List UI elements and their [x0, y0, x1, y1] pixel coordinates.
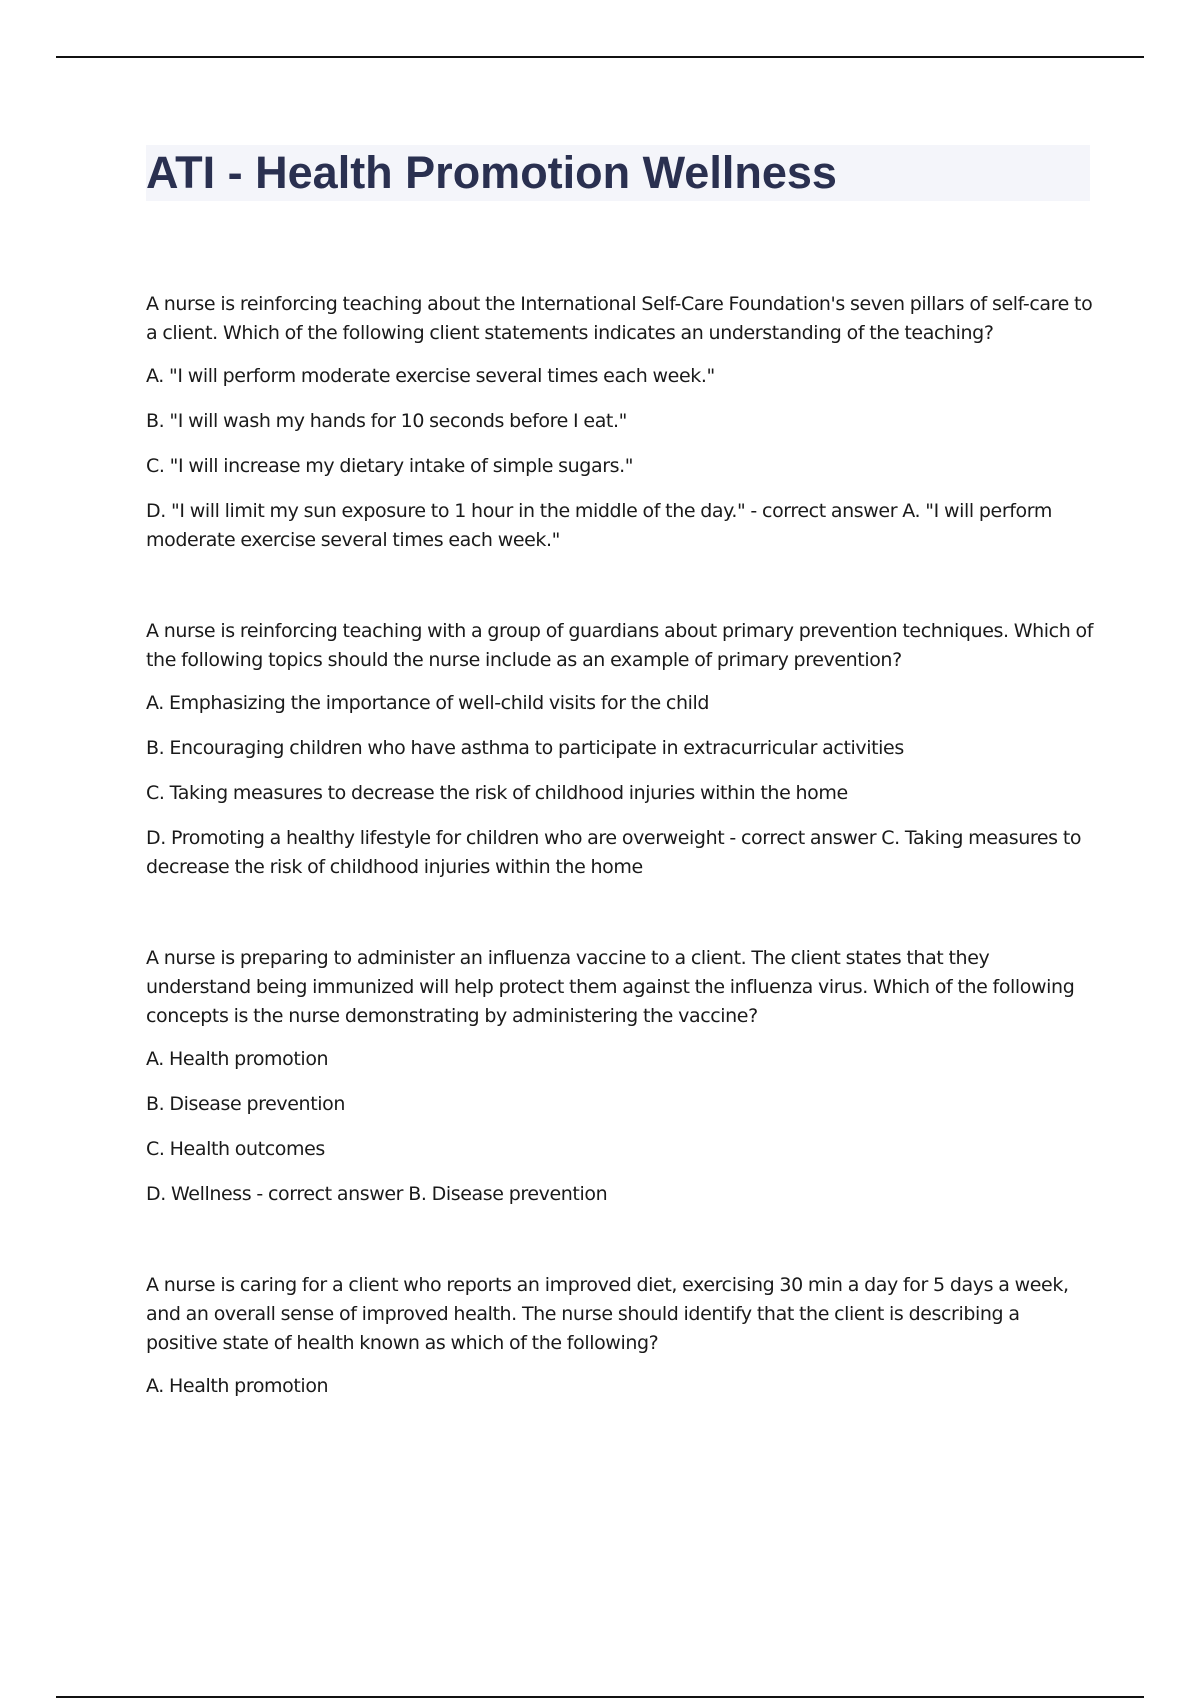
- question-stem: A nurse is reinforcing teaching about the International Self-Care Foundation's seven pillars of self-care to a client. Which of the following client statements indicates an understanding of the teaching?: [146, 293, 1093, 344]
- answer-option-b: B. Encouraging children who have asthma to participate in extracurricular activities: [146, 737, 904, 759]
- document-title: ATI - Health Promotion Wellness: [146, 147, 837, 198]
- answer-option-b: B. Disease prevention: [146, 1093, 345, 1115]
- bottom-rule: [56, 1696, 1144, 1698]
- answer-option-a: A. Emphasizing the importance of well-child visits for the child: [146, 692, 710, 714]
- answer-option-c: C. "I will increase my dietary intake of simple sugars.": [146, 455, 634, 477]
- question-2: [146, 617, 1096, 882]
- answer-option-a: A. Health promotion: [146, 1375, 329, 1397]
- question-list: [146, 290, 1096, 1463]
- answer-option-a: A. "I will perform moderate exercise several times each week.": [146, 365, 715, 387]
- question-stem: A nurse is reinforcing teaching with a group of guardians about primary prevention techniques. Which of the following topics should the nurse include as an example of primary prevention?: [146, 620, 1094, 671]
- answer-option-d: D. Promoting a healthy lifestyle for children who are overweight - correct answer C. Taking measures to decrease the risk of childhood injuries within the home: [146, 827, 1082, 878]
- answer-option-c: C. Health outcomes: [146, 1138, 325, 1160]
- answer-option-d: D. "I will limit my sun exposure to 1 hour in the middle of the day." - correct answer A. "I will perform moderate exercise several times each week.": [146, 500, 1052, 551]
- answer-option-c: C. Taking measures to decrease the risk of childhood injuries within the home: [146, 782, 848, 804]
- top-rule: [56, 56, 1144, 58]
- question-stem: A nurse is caring for a client who reports an improved diet, exercising 30 min a day for 5 days a week, and an overall sense of improved health. The nurse should identify that the client is describing a positive state of health known as which of the following?: [146, 1274, 1069, 1354]
- answer-option-a: A. Health promotion: [146, 1048, 329, 1070]
- answer-option-b: B. "I will wash my hands for 10 seconds before I eat.": [146, 410, 627, 432]
- question-3: [146, 944, 1096, 1209]
- question-4: [146, 1271, 1096, 1401]
- question-stem: A nurse is preparing to administer an influenza vaccine to a client. The client states that they understand being immunized will help protect them against the influenza virus. Which of the following concepts is the nurse demonstrating by administering the vaccine?: [146, 947, 1075, 1027]
- question-1: [146, 290, 1096, 555]
- answer-option-d: D. Wellness - correct answer B. Disease prevention: [146, 1183, 608, 1205]
